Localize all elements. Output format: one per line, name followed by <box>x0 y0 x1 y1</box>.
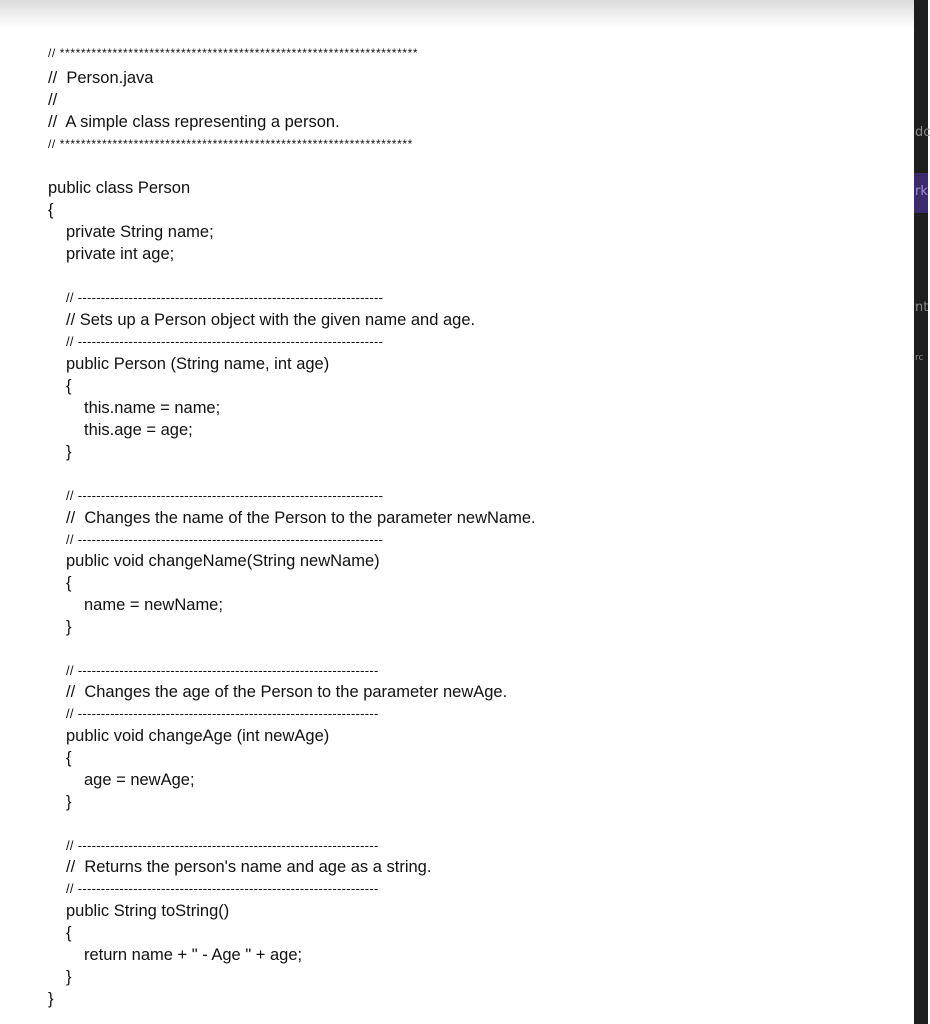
tostring-open-brace: { <box>66 924 72 942</box>
constructor-open-brace: { <box>66 377 72 395</box>
changeage-comment-border-top: // ----------------------------------------------------------------- <box>66 663 379 678</box>
changename-comment: // Changes the name of the Person to the parameter newName. <box>66 509 536 527</box>
right-side-panel <box>914 0 928 1024</box>
changename-comment-border-top: // ------------------------------------------------------------------ <box>66 488 384 503</box>
header-border-bottom: // ******************************************************************* <box>48 137 413 151</box>
changeage-comment: // Changes the age of the Person to the parameter newAge. <box>66 683 508 701</box>
side-panel-text-fragment: dc <box>915 125 930 140</box>
constructor-comment-border-top: // ------------------------------------------------------------------ <box>66 290 384 305</box>
header-filename: // Person.java <box>48 69 154 87</box>
side-panel-text-fragment: nt <box>915 300 929 315</box>
tostring-comment-border-top: // ----------------------------------------------------------------- <box>66 838 379 853</box>
tostring-signature: public String toString() <box>66 902 230 920</box>
constructor-assign-name: this.name = name; <box>84 399 221 417</box>
header-border-top: // ******************************************************************** <box>48 46 419 60</box>
class-declaration: public class Person <box>48 179 191 197</box>
tostring-close-brace: } <box>66 968 72 986</box>
side-panel-text-fragment: rc <box>915 353 924 363</box>
changename-open-brace: { <box>66 574 72 592</box>
changename-close-brace: } <box>66 618 72 636</box>
changename-comment-border-bottom: // ------------------------------------------------------------------ <box>66 532 384 547</box>
changeage-comment-border-bottom: // ----------------------------------------------------------------- <box>66 706 379 721</box>
changeage-body: age = newAge; <box>84 771 195 789</box>
header-blank-comment: // <box>48 91 58 109</box>
constructor-signature: public Person (String name, int age) <box>66 355 330 373</box>
changeage-open-brace: { <box>66 749 72 767</box>
side-panel-highlight[interactable] <box>914 173 928 213</box>
changename-signature: public void changeName(String newName) <box>66 552 380 570</box>
side-panel-highlight-text: rk <box>915 184 928 199</box>
changename-body: name = newName; <box>84 596 223 614</box>
tostring-comment: // Returns the person's name and age as a string. <box>66 858 432 876</box>
constructor-assign-age: this.age = age; <box>84 421 193 439</box>
java-code-block <box>48 0 908 1008</box>
tostring-comment-border-bottom: // ----------------------------------------------------------------- <box>66 881 379 896</box>
class-open-brace: { <box>48 201 54 219</box>
constructor-close-brace: } <box>66 443 72 461</box>
constructor-comment-border-bottom: // ------------------------------------------------------------------ <box>66 334 384 349</box>
field-name: private String name; <box>66 223 214 241</box>
header-description: // A simple class representing a person. <box>48 113 340 131</box>
constructor-comment: // Sets up a Person object with the given name and age. <box>66 311 476 329</box>
class-close-brace: } <box>48 990 54 1008</box>
field-age: private int age; <box>66 245 175 263</box>
tostring-body: return name + " - Age " + age; <box>84 946 303 964</box>
changeage-signature: public void changeAge (int newAge) <box>66 727 330 745</box>
changeage-close-brace: } <box>66 793 72 811</box>
